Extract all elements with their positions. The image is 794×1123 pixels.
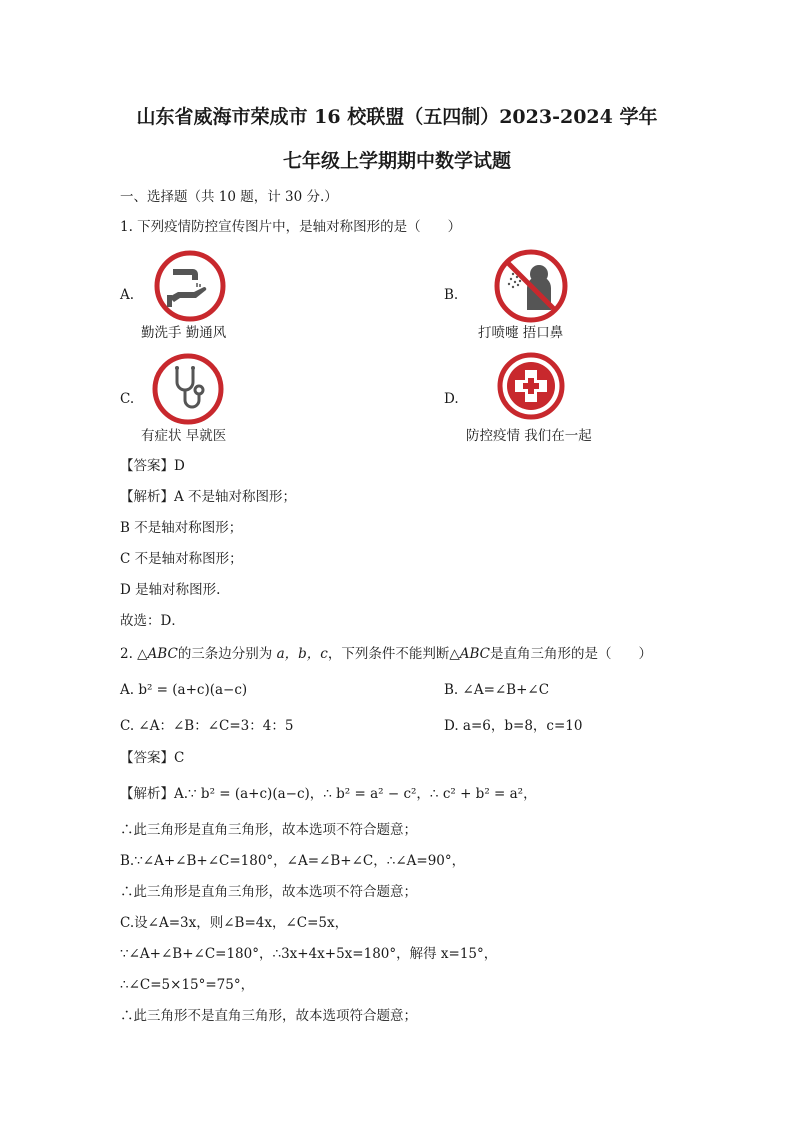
q1-option-d-label: D.: [444, 391, 459, 407]
q1-answer: 【答案】D: [120, 458, 185, 474]
q1-option-a-caption: 勤洗手 勤通风: [141, 325, 227, 341]
q2-analysis-line: ∴∠C=5×15°=75°，: [120, 977, 255, 993]
q2-stem: [120, 645, 652, 663]
medical-cross-icon: [496, 351, 566, 421]
section-heading: 一、选择题（共 10 题，计 30 分.）: [120, 189, 338, 205]
q2-stem-vars: a，b，c: [276, 646, 328, 662]
q2-stem-mid: 的三条边分别为: [177, 646, 277, 662]
q1-analysis-line: B 不是轴对称图形；: [120, 520, 243, 536]
q2-triangle-name: ABC: [459, 646, 491, 662]
q1-analysis-line: 【解析】A 不是轴对称图形；: [120, 489, 297, 505]
q1-analysis-line: C 不是轴对称图形；: [120, 551, 243, 567]
q1-option-b-caption: 打喷嚏 捂口鼻: [478, 325, 564, 341]
q2-option-c: C. ∠A：∠B：∠C=3：4：5: [120, 718, 294, 734]
q2-analysis-line: ∴此三角形是直角三角形，故本选项不符合题意；: [120, 884, 417, 900]
q1-analysis-line: D 是轴对称图形.: [120, 582, 221, 598]
q2-option-d: D. a=6，b=8，c=10: [444, 718, 583, 734]
q1-option-d-caption: 防控疫情 我们在一起: [466, 428, 592, 444]
q1-stem: 1. 下列疫情防控宣传图片中，是轴对称图形的是（ ）: [120, 219, 462, 235]
q2-triangle-name: ABC: [147, 646, 178, 662]
q2-analysis-line: ∴此三角形是直角三角形，故本选项不符合题意；: [120, 822, 417, 838]
q1-option-c-caption: 有症状 早就医: [141, 428, 227, 444]
no-sneezing-icon: [493, 248, 569, 324]
page-title-line2: 七年级上学期期中数学试题: [282, 150, 511, 172]
q2-answer: 【答案】C: [120, 750, 185, 766]
q2-option-a: A. b² = (a+c)(a−c): [120, 682, 248, 698]
q2-analysis-line: 【解析】A.∵ b² = (a+c)(a−c)，∴ b² = a² − c²，∴ c² + b² = a²，: [120, 786, 537, 802]
q1-option-b-label: B.: [444, 287, 459, 303]
q2-stem-mid2: ，下列条件不能判断△: [327, 646, 460, 662]
q2-analysis-line: ∵∠A+∠B+∠C=180°，∴3x+4x+5x=180°，解得 x=15°，: [120, 946, 498, 962]
q2-stem-prefix: 2. △: [120, 646, 148, 662]
q1-option-a-label: A.: [120, 287, 135, 303]
stethoscope-icon: [151, 352, 225, 426]
hand-washing-icon: [153, 249, 227, 323]
q1-option-c-label: C.: [120, 391, 135, 407]
q1-analysis-line: 故选：D．: [120, 613, 185, 629]
page-title-line1: 山东省威海市荣成市 16 校联盟（五四制）2023-2024 学年: [136, 106, 658, 128]
q2-option-b: B. ∠A=∠B+∠C: [444, 682, 550, 698]
q2-analysis-line: ∴此三角形不是直角三角形，故本选项符合题意；: [120, 1008, 417, 1024]
q2-analysis-line: C.设∠A=3x，则∠B=4x，∠C=5x，: [120, 915, 349, 931]
q2-stem-suffix: 是直角三角形的是（ ）: [490, 646, 653, 662]
q2-analysis-line: B.∵∠A+∠B+∠C=180°，∠A=∠B+∠C，∴∠A=90°，: [120, 853, 466, 869]
